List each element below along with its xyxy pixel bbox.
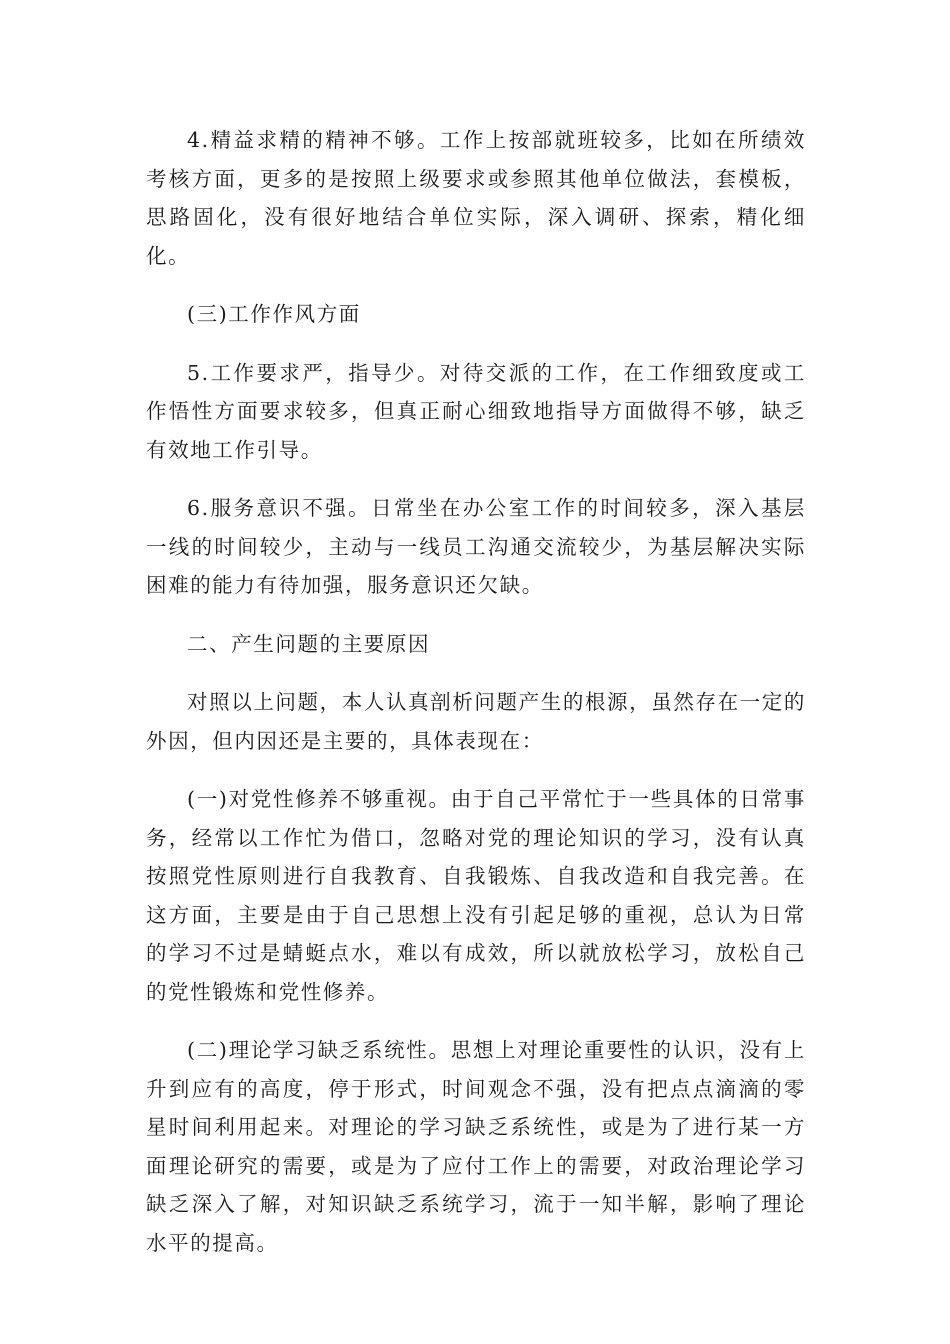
paragraph-item-6: 6.服务意识不强。日常坐在办公室工作的时间较多，深入基层一线的时间较少，主动与一线员工沟通交流较少，为基层解决实际困难的能力有待加强，服务意识还欠缺。: [146, 496, 806, 597]
section-heading-main-causes: 二、产生问题的主要原因: [187, 631, 431, 656]
paragraph-cause-1: (一)对党性修养不够重视。由于自己平常忙于一些具体的日常事务，经常以工作忙为借口，忽略对党的理论知识的学习，没有认真按照党性原则进行自我教育、自我锻炼、自我改造和自我完善。在这方面，主要是由于自己思想上没有引起足够的重视，总认为日常的学习不过是蜻蜓点水，难以有成效，所以就放松学习，放松自己的党性锻炼和党性修养。: [146, 787, 806, 1004]
paragraph-causes-intro: 对照以上问题，本人认真剖析问题产生的根源，虽然存在一定的外因，但内因还是主要的，具体表现在：: [146, 690, 806, 753]
paragraph-item-4: 4.精益求精的精神不够。工作上按部就班较多，比如在所绩效考核方面，更多的是按照上级要求或参照其他单位做法，套模板，思路固化，没有很好地结合单位实际，深入调研、探索，精化细化。: [146, 128, 806, 268]
document-body: [146, 121, 806, 1282]
paragraph-cause-2: (二)理论学习缺乏系统性。思想上对理论重要性的认识，没有上升到应有的高度，停于形式，时间观念不强，没有把点点滴滴的零星时间利用起来。对理论的学习缺乏系统性，或是为了进行某一方面理论研究的需要，或是为了应付工作上的需要，对政治理论学习缺乏深入了解，对知识缺乏系统学习，流于一知半解，影响了理论水平的提高。: [146, 1038, 806, 1255]
paragraph-item-5: 5.工作要求严，指导少。对待交派的工作，在工作细致度或工作悟性方面要求较多，但真正耐心细致地指导方面做得不够，缺乏有效地工作引导。: [146, 360, 806, 462]
section-heading-work-style: (三)工作作风方面: [187, 302, 361, 326]
